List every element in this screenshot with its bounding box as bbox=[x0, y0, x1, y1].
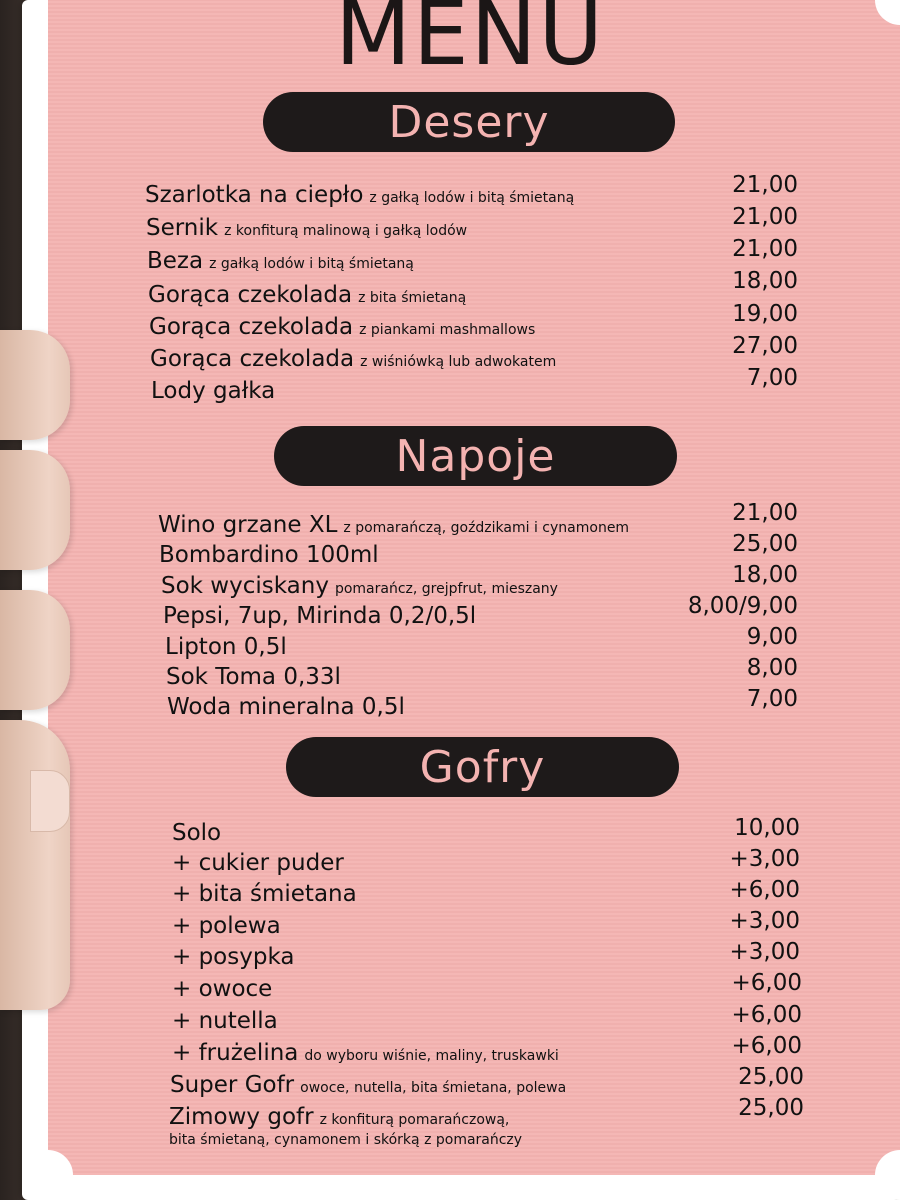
item-price: 21,00 bbox=[732, 236, 798, 262]
menu-item bbox=[167, 694, 405, 720]
item-name: Super Gofr bbox=[170, 1072, 295, 1098]
item-name: Woda mineralna 0,5l bbox=[167, 694, 405, 720]
menu-item bbox=[148, 282, 466, 308]
menu-item bbox=[147, 248, 414, 274]
menu-item bbox=[166, 664, 341, 690]
item-name: Gorąca czekolada bbox=[150, 346, 355, 372]
item-name: + nutella bbox=[172, 1008, 278, 1034]
menu-item bbox=[172, 1008, 278, 1034]
item-description: z gałką lodów i bitą śmietaną bbox=[369, 190, 575, 206]
item-description-line2: bita śmietaną, cynamonem i skórką z pomarańczy bbox=[169, 1132, 523, 1148]
menu-item bbox=[159, 542, 379, 568]
menu-item bbox=[172, 850, 344, 876]
section-heading-desery: Desery bbox=[263, 92, 675, 152]
item-description: z piankami mashmallows bbox=[359, 322, 536, 338]
item-price: +3,00 bbox=[729, 908, 800, 934]
card-corner-cutout bbox=[23, 1150, 73, 1200]
item-price: +6,00 bbox=[729, 877, 800, 903]
thumbnail-nail bbox=[30, 770, 70, 832]
menu-item bbox=[150, 346, 556, 372]
item-name: + posypka bbox=[172, 944, 295, 970]
item-price: 8,00/9,00 bbox=[687, 593, 798, 619]
item-price: 21,00 bbox=[732, 172, 798, 198]
menu-item bbox=[158, 512, 629, 538]
item-name: Zimowy gofr bbox=[169, 1104, 314, 1130]
item-price: +3,00 bbox=[729, 939, 800, 965]
item-name: Sernik bbox=[146, 215, 219, 241]
item-price: 27,00 bbox=[732, 333, 798, 359]
item-name: Pepsi, 7up, Mirinda 0,2/0,5l bbox=[163, 603, 477, 629]
item-name: Szarlotka na ciepło bbox=[145, 182, 364, 208]
item-name: + cukier puder bbox=[172, 850, 344, 876]
item-price: +6,00 bbox=[731, 1002, 802, 1028]
item-name: Bombardino 100ml bbox=[159, 542, 379, 568]
item-price: 19,00 bbox=[732, 301, 798, 327]
item-price: +6,00 bbox=[731, 1033, 802, 1059]
finger bbox=[0, 590, 70, 710]
menu-item bbox=[172, 1040, 559, 1066]
item-description: owoce, nutella, bita śmietana, polewa bbox=[300, 1080, 567, 1096]
item-description: z bita śmietaną bbox=[358, 290, 467, 306]
item-name: + frużelina bbox=[172, 1040, 299, 1066]
item-price: 8,00 bbox=[746, 655, 798, 681]
item-description: do wyboru wiśnie, maliny, truskawki bbox=[304, 1048, 559, 1064]
finger bbox=[0, 330, 70, 440]
card-corner-cutout bbox=[875, 0, 900, 25]
item-description: z konfiturą pomarańczową, bbox=[319, 1112, 510, 1128]
menu-item bbox=[170, 1072, 566, 1098]
menu-item bbox=[151, 378, 275, 404]
item-price: 18,00 bbox=[732, 562, 798, 588]
item-price: 18,00 bbox=[732, 268, 798, 294]
item-name: Wino grzane XL bbox=[158, 512, 338, 538]
item-description: z pomarańczą, goździkami i cynamonem bbox=[343, 520, 630, 536]
finger bbox=[0, 450, 70, 570]
section-heading-napoje: Napoje bbox=[274, 426, 677, 486]
item-price: +3,00 bbox=[729, 846, 800, 872]
menu-item bbox=[172, 881, 357, 907]
menu-item bbox=[163, 603, 476, 629]
item-name: + polewa bbox=[172, 913, 281, 939]
item-description: z konfiturą malinową i gałką lodów bbox=[224, 223, 468, 239]
menu-item bbox=[172, 944, 294, 970]
item-price: 25,00 bbox=[732, 531, 798, 557]
item-description: pomarańcz, grejpfrut, mieszany bbox=[334, 581, 558, 597]
item-price: 9,00 bbox=[746, 624, 798, 650]
item-price: 21,00 bbox=[732, 204, 798, 230]
item-price: 25,00 bbox=[738, 1064, 804, 1090]
item-name: Gorąca czekolada bbox=[148, 282, 353, 308]
item-name: Lody gałka bbox=[151, 378, 276, 404]
item-price: 10,00 bbox=[734, 815, 800, 841]
menu-item bbox=[149, 314, 535, 340]
menu-item bbox=[169, 1104, 522, 1148]
item-name: Lipton 0,5l bbox=[165, 634, 287, 660]
menu-item bbox=[161, 573, 558, 599]
thumb bbox=[0, 720, 70, 1010]
item-name: + bita śmietana bbox=[172, 881, 357, 907]
item-price: 7,00 bbox=[746, 365, 798, 391]
item-name: Gorąca czekolada bbox=[149, 314, 354, 340]
item-name: + owoce bbox=[172, 976, 273, 1002]
menu-title: MENU bbox=[335, 0, 605, 85]
menu-item bbox=[146, 215, 467, 241]
item-price: +6,00 bbox=[731, 970, 802, 996]
menu-item bbox=[172, 913, 281, 939]
menu-item bbox=[145, 182, 574, 208]
item-price: 25,00 bbox=[738, 1095, 804, 1121]
menu-item bbox=[165, 634, 287, 660]
item-price: 7,00 bbox=[746, 686, 798, 712]
item-name: Solo bbox=[172, 820, 222, 846]
menu-item bbox=[172, 820, 221, 846]
menu-item bbox=[172, 976, 272, 1002]
item-description: z wiśniówką lub adwokatem bbox=[360, 354, 557, 370]
item-description: z gałką lodów i bitą śmietaną bbox=[209, 256, 414, 272]
item-name: Beza bbox=[147, 248, 204, 274]
item-price: 21,00 bbox=[732, 500, 798, 526]
section-heading-gofry: Gofry bbox=[286, 737, 679, 797]
item-name: Sok wyciskany bbox=[161, 573, 329, 599]
item-name: Sok Toma 0,33l bbox=[166, 664, 341, 690]
